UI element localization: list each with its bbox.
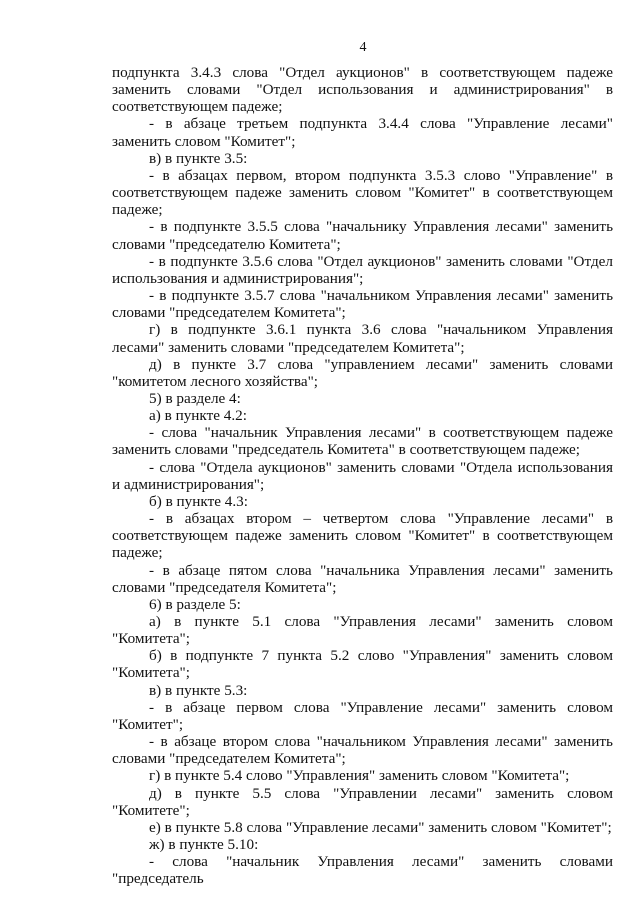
paragraph: в) в пункте 3.5:	[149, 149, 248, 167]
paragraph: - в подпункте 3.5.5 слова "начальнику Управления лесами" заменить словами "председателю Комитета";	[112, 218, 613, 253]
paragraph: 6) в разделе 5:	[149, 595, 241, 613]
paragraph: - в подпункте 3.5.7 слова "начальником Управления лесами" заменить словами "председателем Комитета";	[112, 287, 613, 322]
paragraph: - в абзаце пятом слова "начальника Управления лесами" заменить словами "председателя Комитета";	[112, 561, 613, 596]
paragraph: - в абзацах втором – четвертом слова "Управление лесами" в соответствующем падеже заменить словом "Комитет" в соответствующем падеже;	[112, 510, 613, 562]
paragraph: д) в пункте 5.5 слова "Управлении лесами" заменить словом "Комитете";	[112, 784, 613, 819]
paragraph: г) в пункте 5.4 слово "Управления" заменить словом "Комитета";	[149, 767, 570, 785]
paragraph: - слова "начальник Управления лесами" в соответствующем падеже заменить словами "председатель Комитета" в соответствующем падеже;	[112, 424, 613, 459]
paragraph: б) в пункте 4.3:	[149, 492, 248, 510]
paragraph: а) в пункте 4.2:	[149, 407, 247, 425]
paragraph: подпункта 3.4.3 слова "Отдел аукционов" в соответствующем падеже заменить словами "Отдел использования и администрирования" в соответствующем падеже;	[112, 64, 613, 116]
paragraph: б) в подпункте 7 пункта 5.2 слово "Управления" заменить словом "Комитета";	[112, 647, 613, 682]
paragraph: 5) в разделе 4:	[149, 389, 241, 407]
paragraph: в) в пункте 5.3:	[149, 681, 248, 699]
page-number: 4	[359, 40, 367, 55]
paragraph: - в абзаце втором слова "начальником Управления лесами" заменить словами "председателем Комитета";	[112, 733, 613, 768]
paragraph: - слова "Отдела аукционов" заменить словами "Отдела использования и администрирования";	[112, 458, 613, 493]
paragraph: г) в подпункте 3.6.1 пункта 3.6 слова "начальником Управления лесами" заменить словами "председателем Комитета";	[112, 321, 613, 356]
paragraph: - в абзацах первом, втором подпункта 3.5.3 слово "Управление" в соответствующем падеже заменить словом "Комитет" в соответствующем падеже;	[112, 166, 613, 219]
document-body	[112, 64, 613, 888]
paragraph: - в абзаце третьем подпункта 3.4.4 слова "Управление лесами" заменить словом "Комитет";	[112, 115, 613, 150]
paragraph: - слова "начальник Управления лесами" заменить словами "председатель	[112, 853, 613, 888]
paragraph: д) в пункте 3.7 слова "управлением лесами" заменить словами "комитетом лесного хозяйства";	[112, 355, 613, 390]
paragraph: - в абзаце первом слова "Управление лесами" заменить словом "Комитет";	[112, 698, 613, 733]
paragraph: ж) в пункте 5.10:	[149, 836, 259, 854]
paragraph: - в подпункте 3.5.6 слова "Отдел аукционов" заменить словами "Отдел использования и администрирования";	[112, 252, 613, 287]
paragraph: е) в пункте 5.8 слова "Управление лесами" заменить словом "Комитет";	[149, 818, 612, 836]
paragraph: а) в пункте 5.1 слова "Управления лесами" заменить словом "Комитета";	[112, 613, 613, 648]
